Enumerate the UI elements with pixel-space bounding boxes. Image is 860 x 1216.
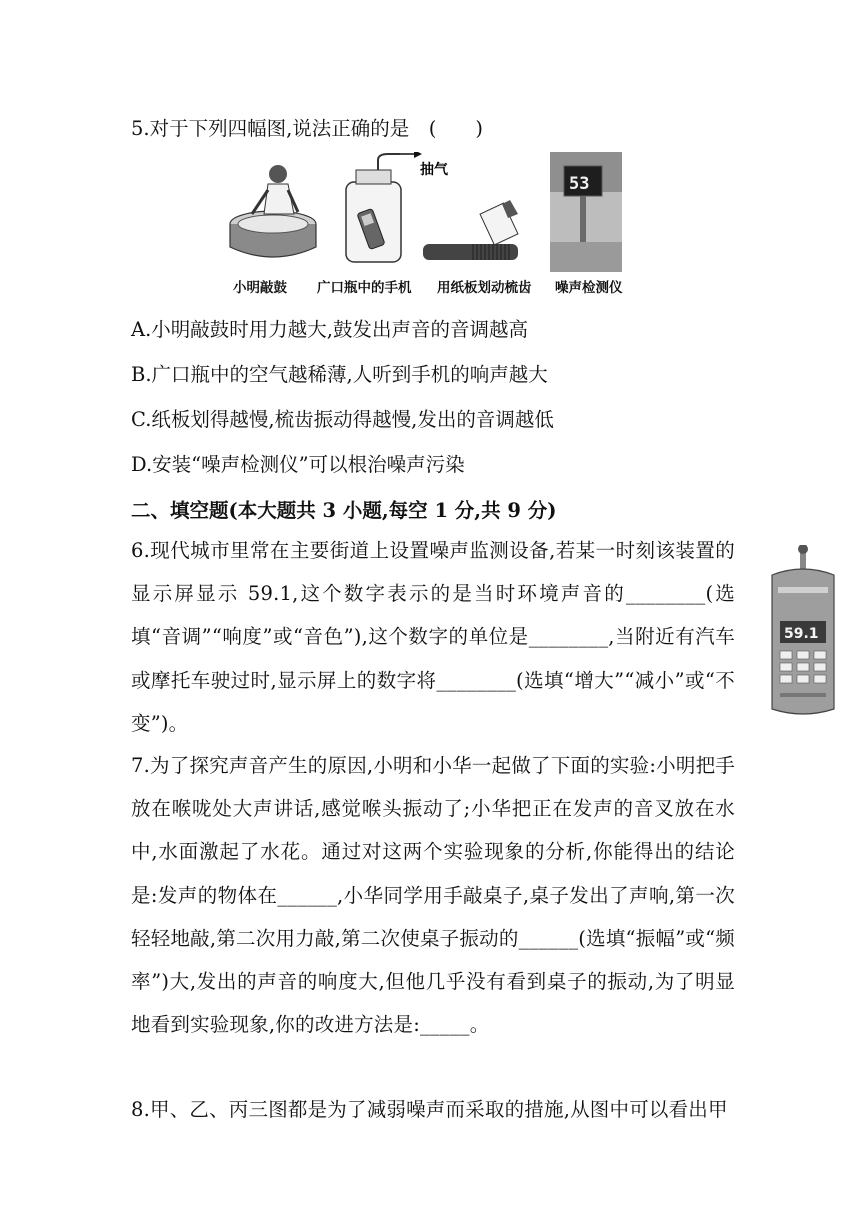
- sound-level-meter-image: [766, 545, 840, 717]
- question-6: 6.现代城市里常在主要街道上设置噪声监测设备,若某一时刻该装置的显示屏显示 59.1,这个数字表示的是当时环境声音的________(选填“音调”“响度”或“音色”),这个数字的单位是________,当附近有汽车或摩托车驶过时,显示屏上的数字将________(选填“增大”“减小”或“不变”)。: [131, 539, 735, 735]
- caption-monitor: 噪声检测仪: [555, 280, 623, 296]
- q5-figure-illustrations: [228, 152, 628, 272]
- caption-jar: 广口瓶中的手机: [317, 280, 412, 296]
- monitor-display-value: 53: [569, 174, 590, 194]
- question-7: 7.为了探究声音产生的原因,小明和小华一起做了下面的实验:小明把手放在喉咙处大声讲话,感觉喉头振动了;小华把正在发声的音叉放在水中,水面激起了水花。通过对这两个实验现象的分析,你能得出的结论是:发声的物体在______,小华同学用手敲桌子,桌子发出了声响,第一次轻轻地敲,第二次用力敲,第二次使桌子振动的______(选填“振幅”或“频率”)大,发出的声音的响度大,但他几乎没有看到桌子的振动,为了明显地看到实验现象,你的改进方法是:_____。: [131, 754, 735, 1037]
- question-8: 8.甲、乙、丙三图都是为了减弱噪声而采取的措施,从图中可以看出甲: [131, 1098, 728, 1121]
- noise-monitor-photo: [550, 152, 622, 272]
- caption-comb: 用纸板划动梳齿: [437, 280, 532, 296]
- q5-option-d: D.安装“噪声检测仪”可以根治噪声污染: [131, 453, 465, 476]
- section-heading: 二、填空题(本大题共 3 小题,每空 1 分,共 9 分): [131, 499, 557, 522]
- sound-meter-drawing: [766, 545, 840, 717]
- arrow-label: 抽气: [420, 162, 448, 178]
- q5-option-b: B.广口瓶中的空气越稀薄,人听到手机的响声越大: [131, 363, 548, 386]
- comb-illustration: [423, 200, 518, 260]
- drum-illustration: [230, 165, 316, 257]
- q5-option-c: C.纸板划得越慢,梳齿振动得越慢,发出的音调越低: [131, 408, 554, 431]
- meter-display-value: 59.1: [784, 626, 819, 642]
- q5-figure: [228, 152, 628, 298]
- q5-stem: 5.对于下列四幅图,说法正确的是 ( ): [131, 117, 484, 140]
- caption-drum: 小明敲鼓: [233, 280, 287, 296]
- q5-option-a: A.小明敲鼓时用力越大,鼓发出声音的音调越高: [131, 318, 528, 341]
